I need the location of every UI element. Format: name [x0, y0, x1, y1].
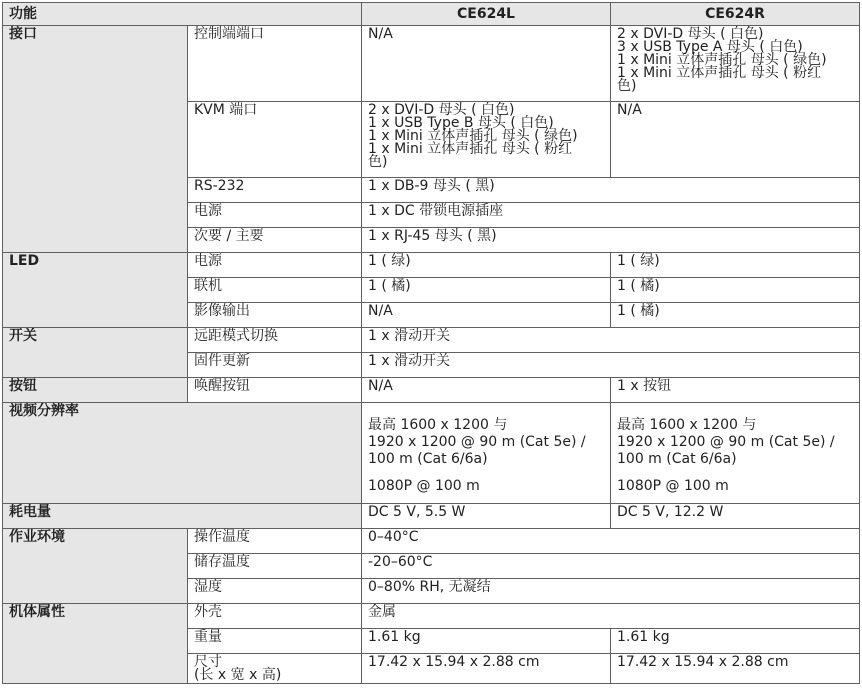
value-line: 1080P @ 100 m: [617, 478, 729, 494]
table-row: [3, 26, 860, 102]
header-row: [3, 3, 860, 26]
table-row: [3, 253, 860, 278]
value-line: 2 x DVI-D 母头 ( 白色): [368, 102, 515, 118]
header-feature: 功能: [3, 3, 362, 26]
row-label-secondary-primary: 次要 / 主要: [188, 228, 362, 253]
value-line: 1920 x 1200 @ 90 m (Cat 5e) /: [617, 434, 835, 450]
value-line: 1920 x 1200 @ 90 m (Cat 5e) /: [368, 434, 586, 450]
value-line: 1 x Mini 立体声插孔 母头 ( 粉红: [368, 141, 573, 157]
value-led-link-l: 1 ( 橘): [362, 278, 611, 303]
row-label-humidity: 湿度: [188, 579, 362, 604]
value-remote-mode: 1 x 滑动开关: [362, 328, 860, 353]
value-dimensions-r: 17.42 x 15.94 x 2.88 cm: [611, 654, 860, 684]
category-physical: 机体属性: [3, 604, 188, 684]
value-led-video-out-l: N/A: [362, 303, 611, 328]
value-housing: 金属: [362, 604, 860, 629]
category-video-resolution: 视频分辨率: [3, 403, 362, 504]
value-line: 100 m (Cat 6/6a): [617, 451, 737, 467]
value-line: 1 x Mini 立体声插孔 母头 ( 绿色): [617, 52, 827, 68]
value-led-power-l: 1 ( 绿): [362, 253, 611, 278]
value-kvm-port-l: [362, 102, 611, 178]
row-label-dimensions: [188, 654, 362, 684]
value-led-power-r: 1 ( 绿): [611, 253, 860, 278]
value-dimensions-l: 17.42 x 15.94 x 2.88 cm: [362, 654, 611, 684]
row-label-led-video-out: 影像输出: [188, 303, 362, 328]
category-interfaces: 接口: [3, 26, 188, 253]
value-line: 最高 1600 x 1200 与: [617, 417, 757, 433]
table-row: [3, 328, 860, 353]
row-label-led-link: 联机: [188, 278, 362, 303]
value-line: 1 x Mini 立体声插孔 母头 ( 绿色): [368, 128, 578, 144]
value-wake-button-l: N/A: [362, 378, 611, 403]
category-environment: 作业环境: [3, 529, 188, 604]
value-weight-r: 1.61 kg: [611, 629, 860, 654]
value-line: 1 x USB Type B 母头 ( 白色): [368, 115, 554, 131]
value-led-video-out-r: 1 ( 橘): [611, 303, 860, 328]
value-wake-button-r: 1 x 按钮: [611, 378, 860, 403]
row-label-kvm-port: KVM 端口: [188, 102, 362, 178]
value-console-port-r: [611, 26, 860, 102]
value-firmware: 1 x 滑动开关: [362, 353, 860, 378]
value-humidity: 0–80% RH, 无凝结: [362, 579, 860, 604]
header-model-ce624r: CE624R: [611, 3, 860, 26]
value-line: 最高 1600 x 1200 与: [368, 417, 508, 433]
row-label-power-port: 电源: [188, 203, 362, 228]
value-secondary-primary: 1 x RJ-45 母头 ( 黑): [362, 228, 860, 253]
category-led: LED: [3, 253, 188, 328]
value-rs232: 1 x DB-9 母头 ( 黑): [362, 178, 860, 203]
value-line: 尺寸: [194, 654, 222, 670]
table-row: [3, 529, 860, 554]
category-switches: 开关: [3, 328, 188, 378]
row-label-wake-button: 唤醒按钮: [188, 378, 362, 403]
value-line: 色): [617, 78, 637, 94]
value-storage-temp: -20–60°C: [362, 554, 860, 579]
header-model-ce624l: CE624L: [362, 3, 611, 26]
value-operating-temp: 0–40°C: [362, 529, 860, 554]
value-line: 2 x DVI-D 母头 ( 白色): [617, 26, 764, 42]
row-label-weight: 重量: [188, 629, 362, 654]
table-row: [3, 504, 860, 529]
value-weight-l: 1.61 kg: [362, 629, 611, 654]
value-line: 1 x Mini 立体声插孔 母头 ( 粉红: [617, 65, 822, 81]
table-row: [3, 604, 860, 629]
value-console-port-l: N/A: [362, 26, 611, 102]
category-buttons: 按钮: [3, 378, 188, 403]
row-label-firmware: 固件更新: [188, 353, 362, 378]
value-line: 色): [368, 154, 388, 170]
table-row: [3, 378, 860, 403]
row-label-operating-temp: 操作温度: [188, 529, 362, 554]
value-kvm-port-r: N/A: [611, 102, 860, 178]
row-label-housing: 外壳: [188, 604, 362, 629]
table-row: [3, 403, 860, 504]
row-label-rs232: RS-232: [188, 178, 362, 203]
value-led-link-r: 1 ( 橘): [611, 278, 860, 303]
row-label-remote-mode: 远距模式切换: [188, 328, 362, 353]
value-line: (长 x 宽 x 高): [194, 667, 282, 683]
value-line: 100 m (Cat 6/6a): [368, 451, 488, 467]
value-power-consumption-r: DC 5 V, 12.2 W: [611, 504, 860, 529]
row-label-led-power: 电源: [188, 253, 362, 278]
value-line: 1080P @ 100 m: [368, 478, 480, 494]
category-power-consumption: 耗电量: [3, 504, 362, 529]
row-label-console-port: 控制端端口: [188, 26, 362, 102]
value-power-port: 1 x DC 带锁电源插座: [362, 203, 860, 228]
row-label-storage-temp: 储存温度: [188, 554, 362, 579]
value-line: 3 x USB Type A 母头 ( 白色): [617, 39, 803, 55]
value-video-resolution-r: [611, 403, 860, 504]
value-video-resolution-l: [362, 403, 611, 504]
value-power-consumption-l: DC 5 V, 5.5 W: [362, 504, 611, 529]
spec-table: [2, 2, 860, 684]
